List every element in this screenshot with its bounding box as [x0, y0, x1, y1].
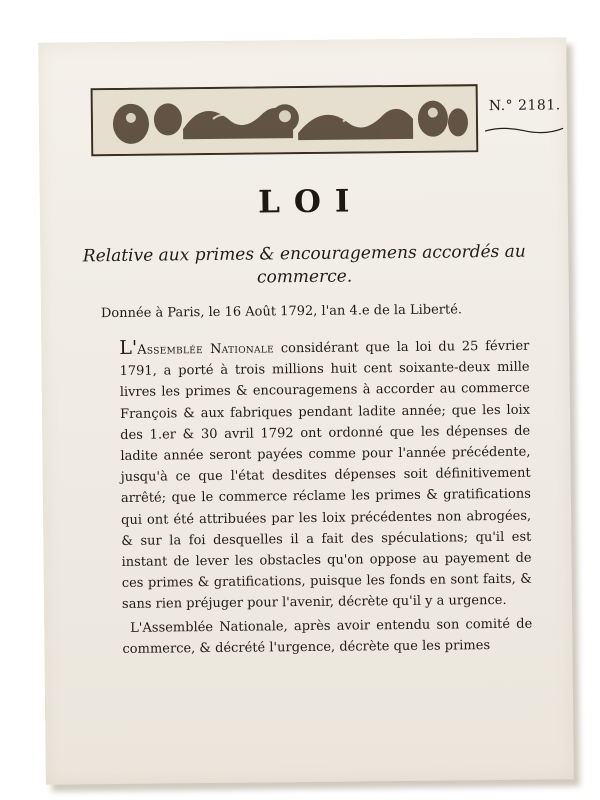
date-line: Donnée à Paris, le 16 Août 1792, l'an 4.e de la Liberté.	[100, 302, 463, 322]
document-title: LOI	[257, 183, 364, 221]
document-page	[38, 37, 574, 784]
show-through-text	[377, 153, 537, 177]
assembly-name: Assemblée Nationale	[137, 341, 275, 358]
paragraph-2: L'Assemblée Nationale, après avoir entendu son comité de commerce, & décrété l'urgence, décrète que les primes	[122, 616, 533, 657]
document-subtitle: Relative aux primes & encouragemens accordés au commerce.	[82, 241, 526, 288]
dropcap: L'	[119, 336, 138, 359]
ornament-icon	[93, 86, 477, 154]
flourish-icon	[483, 123, 565, 138]
document-number: N.° 2181.	[488, 97, 561, 115]
paragraph-1	[119, 334, 532, 616]
paragraph-1-text: considérant que la loi du 25 février 1791, a porté à trois millions huit cent soixante-deux mille livres les primes & encouragemens à accorder au commerce François & aux fabriques pendant ladite année; que les loix des 1.er & 30 avril 1792 ont ordonné que les dépenses de ladite année seront payées comme pour l'année précédente, jusqu'à ce que l'état desdites dépenses soit définitivement arrêté; que le commerce réclame les primes & gratifications qui ont été attribuées par les loix précédentes non abrogées, & sur la foi desquelles il a fait des spéculations; qu'il est instant de lever les obstacles qu'on oppose au payement de ces primes & gratifications, puisque les fonds en sont faits, & sans rien préjuger pour l'avenir, décrète qu'il y a urgence.	[119, 338, 532, 613]
document-body	[119, 334, 532, 660]
ornamental-vignette	[91, 84, 479, 156]
